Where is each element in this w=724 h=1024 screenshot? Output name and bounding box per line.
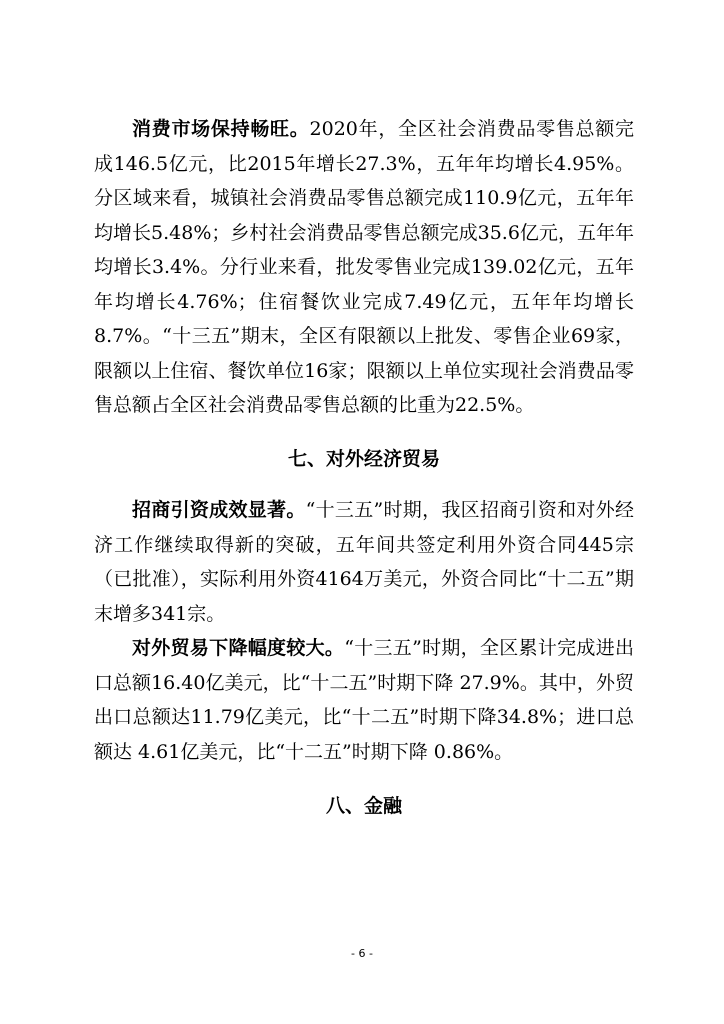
paragraph-body-investment: “十三五”时期，我区招商引资和对外经济工作继续取得新的突破，五年间共签定利用外资合同445宗（已批准），实际利用外资4164万美元，外资合同比“十二五”期末增多341宗。 bbox=[94, 499, 634, 625]
page-number: - 6 - bbox=[351, 947, 373, 960]
paragraph-foreign-trade bbox=[94, 631, 634, 769]
section-heading-foreign-trade: 七、对外经济贸易 bbox=[287, 447, 440, 470]
paragraph-investment bbox=[94, 493, 634, 631]
paragraph-lead-consumption: 消费市场保持畅旺。 bbox=[132, 118, 310, 140]
section-heading-finance: 八、金融 bbox=[325, 795, 402, 817]
paragraph-lead-trade: 对外贸易下降幅度较大。 bbox=[132, 637, 345, 659]
paragraph-body-trade: “十三五”时期，全区累计完成进出口总额16.40亿美元，比“十二五”时期下降 27.9%。其中，外贸出口总额达11.79亿美元，比“十二五”时期下降34.8%；进口总额达 4.61亿美元，比“十二五”时期下降 0.86%。 bbox=[94, 637, 634, 763]
paragraph-body-consumption: 2020年，全区社会消费品零售总额完成146.5亿元，比2015年增长27.3%，五年年均增长4.95%。分区域来看，城镇社会消费品零售总额完成110.9亿元，五年年均增长5.48%；乡村社会消费品零售总额完成35.6亿元，五年年均增长3.4%。分行业来看，批发零售业完成139.02亿元，五年年均增长4.76%；住宿餐饮业完成7.49亿元，五年年均增长8.7%。“十三五”期末，全区有限额以上批发、零售企业69家，限额以上住宿、餐饮单位16家；限额以上单位实现社会消费品零售总额占全区社会消费品零售总额的比重为22.5%。 bbox=[94, 118, 634, 416]
paragraph-lead-investment: 招商引资成效显著。 bbox=[132, 499, 306, 521]
paragraph-consumption-market bbox=[94, 112, 634, 423]
